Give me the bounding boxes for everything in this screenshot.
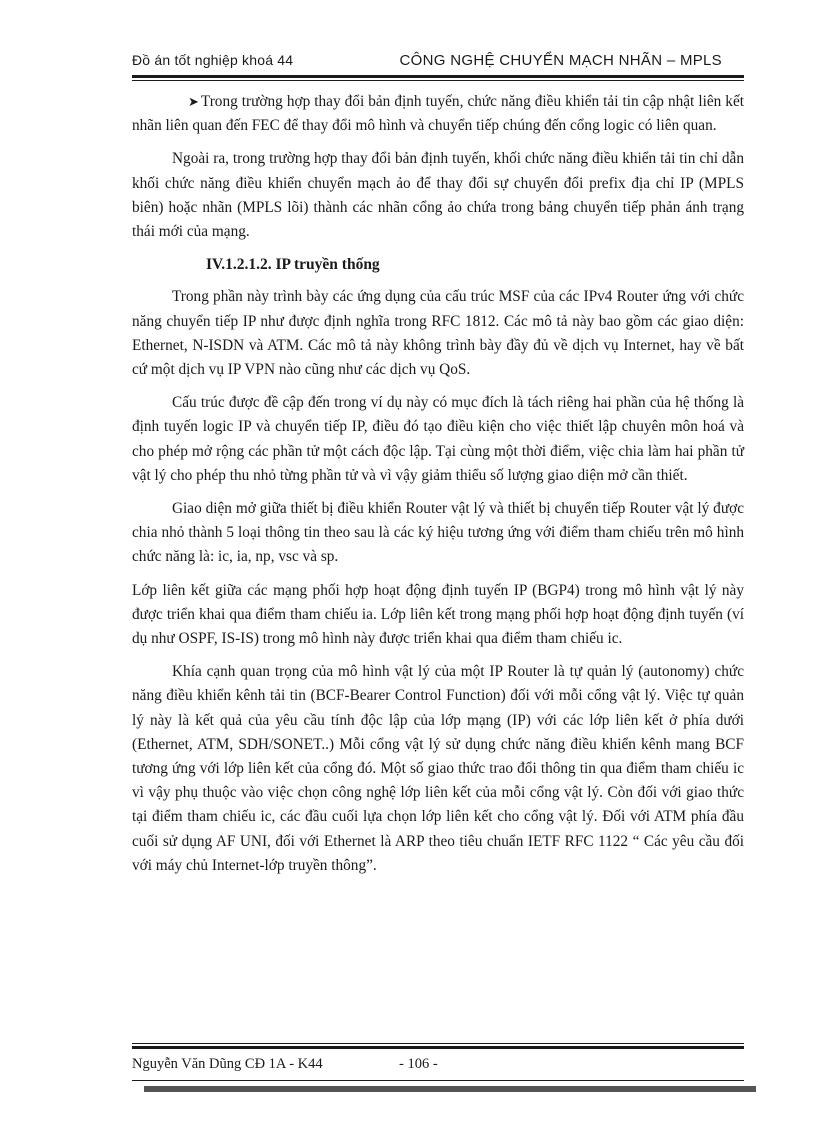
- paragraph: Ngoài ra, trong trường hợp thay đổi bản định tuyến, khối chức năng điều khiển tải tin chỉ dẫn khối chức năng điều khiển chuyển mạch ảo để thay đổi sự chuyển đổi prefix địa chỉ IP (MPLS biên) hoặc nhãn (MPLS lõi) thành các nhãn cổng ảo chứa trong bảng chuyển tiếp phản ánh trạng thái mới của mạng.: [132, 150, 744, 241]
- footer-rule-thick: [132, 1046, 744, 1049]
- page-number: - 106 -: [399, 1056, 438, 1072]
- paragraph-text: Trong trường hợp thay đổi bản định tuyến, chức năng điều khiển tải tin cập nhật liên kết nhãn liên quan đến FEC để thay đổi mô hình và chuyển tiếp chúng đến cổng logic có liên quan.: [132, 93, 744, 135]
- paragraph: Khía cạnh quan trọng của mô hình vật lý của một IP Router là tự quản lý (autonomy) chức năng điều khiển kênh tải tin (BCF-Bearer Control Function) đối với mỗi cổng vật lý. Việc tự quản lý này là kết quả của yêu cầu tính độc lập của lớp mạng (IP) với các lớp liên kết ở phía dưới (Ethernet, ATM, SDH/SONET..) Mỗi cổng vật lý sử dụng chức năng điều khiển kênh mang BCF tương ứng với lớp liên kết của cổng đó. Một số giao thức trao đổi thông tin qua điểm tham chiếu ic vì vậy phụ thuộc vào việc chọn công nghệ lớp liên kết của mỗi cổng vật lý. Còn đối với giao thức tại điểm tham chiếu ic, các đầu cuối lựa chọn lớp liên kết cho cổng vật lý. Đối với ATM phía đầu cuối sử dụng AF UNI, đối với Ethernet là ARP theo tiêu chuẩn IETF RFC 1122 “ Các yêu cầu đối với máy chủ Internet-lớp truyền thông”.: [132, 663, 744, 874]
- section-heading: IV.1.2.1.2. IP truyền thống: [206, 256, 380, 274]
- page-header: [132, 50, 744, 76]
- paragraph: Cấu trúc được đề cập đến trong ví dụ này có mục đích là tách riêng hai phần của hệ thống là định tuyến logic IP và chuyển tiếp IP, điều đó tạo điều kiện cho việc thiết lập chuyên môn hoá và cho phép mở rộng các phần tử một cách độc lập. Tại cùng một thời điểm, việc chia làm hai phần tử vật lý cho phép thu nhỏ từng phần tử và vì vậy giảm thiểu số lượng giao diện mở cần thiết.: [132, 394, 744, 484]
- header-rule-thin: [132, 80, 744, 81]
- header-topic-title: CÔNG NGHỆ CHUYỂN MẠCH NHÃN – MPLS: [399, 52, 722, 69]
- footer-author: Nguyễn Văn Dũng CĐ 1A - K44: [132, 1056, 323, 1072]
- paragraph: Trong phần này trình bày các ứng dụng của cấu trúc MSF của các IPv4 Router ứng với chức năng chuyển tiếp IP như được định nghĩa trong RFC 1812. Các mô tả này bao gồm các giao diện: Ethernet, N-ISDN và ATM. Các mô tả này không trình bày đầy đủ về dịch vụ Internet, hay về bất cứ một dịch vụ IP VPN nào cũng như các dịch vụ QoS.: [132, 288, 744, 379]
- page-body: [132, 90, 744, 887]
- paragraph: Giao diện mở giữa thiết bị điều khiển Router vật lý và thiết bị chuyển tiếp Router vật lý được chia nhỏ thành 5 loại thông tin theo sau là các ký hiệu tương ứng với điểm tham chiếu trên mô hình chức năng là: ic, ia, np, vsc và sp.: [132, 500, 744, 566]
- footer-shadow-rule: [144, 1086, 756, 1092]
- footer-rule-thin: [132, 1043, 744, 1044]
- header-thesis-title: Đồ án tốt nghiệp khoá 44: [132, 52, 294, 68]
- header-rule-thick: [132, 75, 744, 78]
- paragraph: Lớp liên kết giữa các mạng phối hợp hoạt động định tuyến IP (BGP4) trong mô hình vật lý này được triển khai qua điểm tham chiếu ia. Lớp liên kết trong mạng phối hợp hoạt động định tuyến (ví dụ như OSPF, IS-IS) trong mô hình này được triển khai qua điểm tham chiếu ic.: [132, 581, 744, 648]
- footer-bottom-rule: [132, 1080, 744, 1081]
- bullet-paragraph: [132, 90, 744, 138]
- arrow-bullet-icon: ➤: [188, 94, 199, 109]
